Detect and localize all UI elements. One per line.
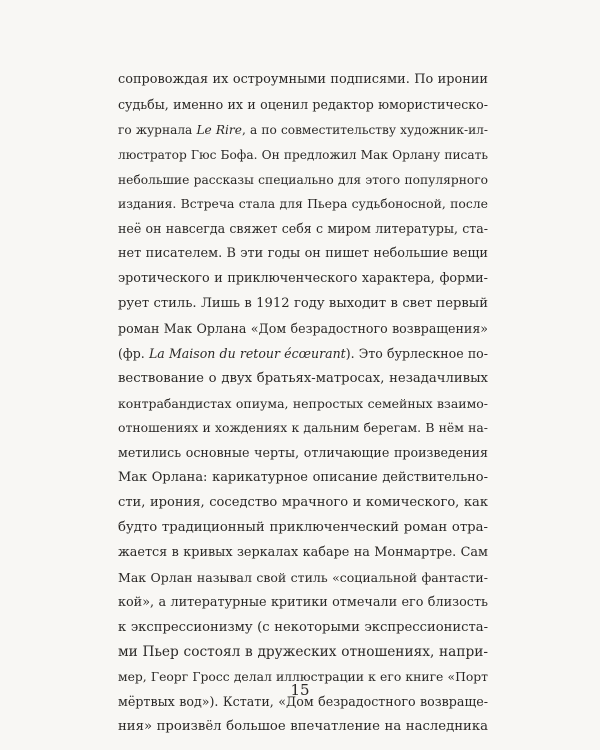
text-line <box>118 566 488 591</box>
text-line <box>118 640 488 665</box>
text-line <box>118 441 488 466</box>
text-run: (фр. <box>118 345 149 361</box>
text-run: го журнала <box>118 122 197 137</box>
text-line <box>118 416 488 441</box>
text-run: , а по совместительству художник-ил- <box>241 122 488 137</box>
text-line <box>118 217 488 242</box>
text-run: кой», а литературные критики отмечали его близость <box>118 594 488 610</box>
text-run: мёртвых вод»). Кстати, «Дом безрадостного возвраще- <box>118 694 488 710</box>
text-line <box>118 242 488 267</box>
text-run: судьбы, именно их и оценил редактор юмористическо- <box>118 96 488 112</box>
text-line <box>118 118 488 143</box>
text-line <box>118 541 488 566</box>
body-text <box>118 68 488 740</box>
page-number: 15 <box>290 681 310 699</box>
text-run: ). Это бурлескное по- <box>345 345 488 361</box>
text-run: мер, Георг Гросс делал иллюстрации к его книге «Порт <box>118 670 488 685</box>
text-run: нет писателем. В эти годы он пишет небольшие вещи <box>118 246 488 262</box>
text-run: жается в кривых зеркалах кабаре на Монмартре. Сам <box>118 544 488 560</box>
text-line <box>118 93 488 118</box>
text-run: отношениях и хождениях к дальним берегам. В нём на- <box>118 420 488 436</box>
text-run: ми Пьер состоял в дружеских отношениях, напри- <box>118 644 488 661</box>
text-line <box>118 491 488 516</box>
text-run: Мак Орлан называл свой стиль «социальной фантасти- <box>118 569 488 585</box>
text-line <box>118 192 488 217</box>
text-run: ния» произвёл большое впечатление на наследника <box>118 719 488 735</box>
text-run: роман Мак Орлана «Дом безрадостного возвращения» <box>118 320 488 336</box>
text-line <box>118 392 488 417</box>
text-line <box>118 292 488 317</box>
text-run: небольшие рассказы специально для этого популярного <box>118 172 488 187</box>
text-line <box>118 267 488 292</box>
text-run: Мак Орлана: карикатурное описание действительно- <box>118 470 488 486</box>
text-run: неё он навсегда свяжет себя с миром литературы, ста- <box>118 221 488 237</box>
text-run: будто традиционный приключенческий роман отра- <box>118 520 488 536</box>
text-run: метились основные черты, отличающие произведения <box>118 445 488 461</box>
text-run: люстратор Гюс Бофа. Он предложил Мак Орлану писать <box>118 147 488 162</box>
text-line <box>118 516 488 541</box>
text-line <box>118 342 488 367</box>
text-line <box>118 68 488 93</box>
text-line <box>118 715 488 740</box>
text-line <box>118 466 488 491</box>
text-line <box>118 143 488 168</box>
text-run: сти, ирония, соседство мрачного и комического, как <box>118 495 488 511</box>
italic-title: Le Rire <box>196 122 242 137</box>
text-line <box>118 168 488 193</box>
text-line <box>118 616 488 641</box>
text-run: издания. Встреча стала для Пьера судьбоносной, после <box>118 196 488 212</box>
text-line <box>118 317 488 342</box>
text-run: эротического и приключенческого характера, форми- <box>118 271 488 287</box>
text-run: вествование о двух братьях-матросах, незадачливых <box>118 370 488 386</box>
italic-title: La Maison du retour écœurant <box>148 345 346 361</box>
text-run: сопровождая их остроумными подписями. По иронии <box>118 72 488 87</box>
text-line <box>118 367 488 392</box>
text-run: рует стиль. Лишь в 1912 году выходит в свет первый <box>118 296 488 312</box>
text-run: контрабандистах опиума, непростых семейных взаимо- <box>118 395 488 411</box>
text-run: к экспрессионизму (с некоторыми экспрессиониста- <box>118 619 488 635</box>
text-line <box>118 591 488 616</box>
